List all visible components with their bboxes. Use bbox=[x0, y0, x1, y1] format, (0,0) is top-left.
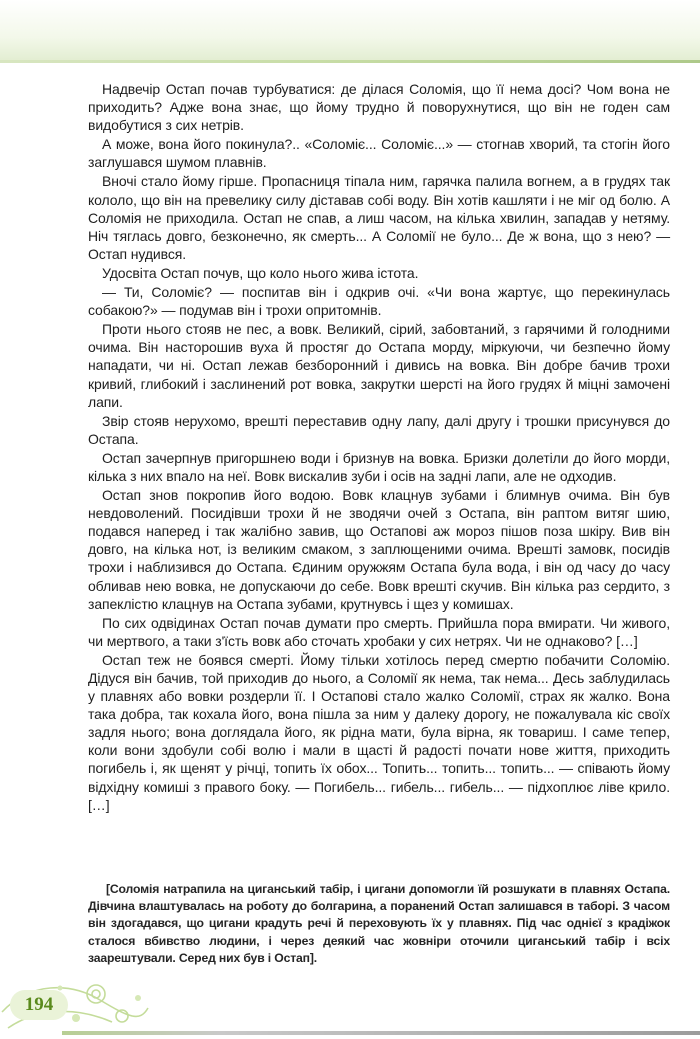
bottom-rule-line bbox=[62, 1031, 700, 1035]
paragraph: Вночі стало йому гірше. Пропасниця тіпала ним, гарячка палила вогнем, а в грудях так кололо, що він на превелику силу діставав собі воду. Він хотів кашляти і не міг од болю. А Соломія не приходила. Остап не спав, а лиш часом, на кілька хвилин, западав у нетяму. Ніч тяглась довго, безконечно, як смерть... А Соломії не було... Де ж вона, що з нею? — Остап нудився. bbox=[88, 173, 670, 262]
paragraph: Звір стояв нерухомо, врешті переставив одну лапу, далі другу і трошки присунувся до Остапа. bbox=[88, 412, 670, 447]
paragraph: По сих одвідинах Остап почав думати про смерть. Прийшла пора вмирати. Чи живого, чи мертвого, а таки з'їсть вовк або сточать хробаки у сих нетрях. Чи не однаково? […] bbox=[88, 614, 670, 649]
paragraph: Удосвіта Остап почув, що коло нього жива істота. bbox=[102, 264, 419, 281]
top-decorative-band bbox=[0, 0, 700, 62]
paragraph: Остап зачерпнув пригоршнею води і бризнув на вовка. Бризки долетіли до його морди, кілька з них впало на неї. Вовк вискалив зуби і осів на задні лапи, але не одходив. bbox=[88, 449, 670, 484]
paragraph: Проти нього стояв не пес, а вовк. Великий, сірий, забовтаний, з гарячими й голодними очима. Він насторошив вуха й простяг до Остапа морду, міркуючи, чи безпечно йому нападати, чи ні. Остап лежав безборонний і дивись на вовка. Він добре бачив трохи кривий, глибокий і заслинений рот вовка, закрутки шерсті на його грудях й міцні замочені лапи. bbox=[88, 321, 670, 410]
top-rule-line bbox=[0, 60, 700, 63]
main-text bbox=[88, 80, 670, 815]
paragraph: — Ти, Соломіє? — поспитав він і одкрив очі. «Чи вона жартує, що перекинулась собакою?» — подумав він і трохи опритомнів. bbox=[88, 284, 670, 319]
paragraph: Надвечір Остап почав турбуватися: де ділася Соломія, що її нема досі? Чом вона не приходить? Адже вона знає, що йому трудно й поворухнутися, що він не годен сам видобутися з сих нетрів. bbox=[88, 81, 670, 134]
paragraph: А може, вона його покинула?.. «Соломіє... Соломіє...» — стогнав хворий, та стогін його заглушався шумом плавнів. bbox=[88, 136, 670, 171]
paragraph: Остап теж не боявся смерті. Йому тільки хотілось перед смертю побачити Соломію. Дідуся він бачив, той приходив до нього, а Соломії як нема, так нема... Десь заблудилась у плавнях або вовки роздерли її. І Остапові стало жалко Соломії, страх як жалко. Вона така добра, так кохала його, вона пішла за ним у далеку дорогу, не пожалувала кіс своїх задля нього; вона доглядала його, як рідна мати, була вірна, як товариш. І саме тепер, коли вони здобули собі волю і мали в щасті й радості почати нове життя, приходить погибель і, як щенят у річці, топить їх обох... Топить... топить... топить... — співають йому відхідну комиші з правого боку. — Погибель... гибель... гибель... — підхоплює ліве крило. […] bbox=[88, 651, 670, 813]
page-number: 194 bbox=[10, 990, 68, 1020]
paragraph: Остап знов покропив його водою. Вовк клацнув зубами і блимнув очима. Він був невдоволений. Посидівши трохи й не зводячи очей з Остапа, він раптом витяг шию, подався наперед і так жалібно завив, що Остапові аж мороз пішов поза шкіру. Вив він довго, на кілька нот, із великим смаком, з заплющеними очима. Врешті замовк, посидів трохи і наблизився до Остапа. Єдиним оружжям Остапа була вода, і він од часу до часу обливав нею вовка, не допускаючи до себе. Вовк врешті скучив. Він кілька раз сердито, з запеклістю клацнув на Остапа зубами, крутнувсь і щез у комишах. bbox=[88, 487, 670, 612]
plot-summary: [Соломія натрапила на циганський табір, і цигани допомогли їй розшукати в плавнях Остапа. Дівчина влаштувалась на роботу до болгарина, а поранений Остап залишався в таборі. З часом він здогадався, що цигани крадуть речі й переховують їх у плавнях. Під час однієї з крадіжок сталося вбивство людини, і через деякий час жовніри оточили циганський табір і всіх заарештували. Серед них був і Остап]. bbox=[88, 882, 670, 965]
